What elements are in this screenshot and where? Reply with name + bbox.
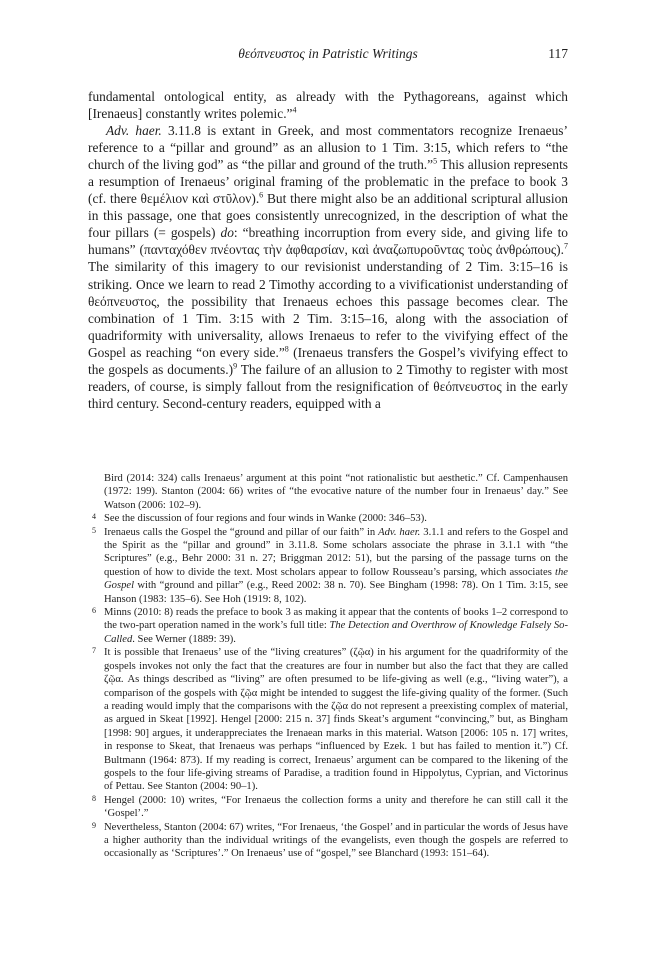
footnote-ref-9[interactable]: 9 [233, 361, 238, 371]
footnote-8 [88, 794, 568, 821]
footnote-ref-6[interactable]: 6 [259, 190, 264, 200]
paragraph-text: But there might also be an additional scriptural allusion in this passage, one that goes consistently unrecognized, in the description of what the four pillars (= gospels) [88, 191, 568, 241]
footnote-text: Bird (2014: 324) calls Irenaeus’ argument at this point “not rationalistic but aesthetic.” Cf. Campenhausen (1972: 199). Stanton (2004: 66) writes of “the evocative nature of the number four in Irenaeus’ day.” See Watson (2006: 102–9). [104, 473, 568, 511]
footnote-7 [88, 646, 568, 793]
paragraph-text: (Irenaeus transfers the Gospel’s vivifying effect to the gospels as documents.) [88, 344, 569, 377]
footnote-number: 4 [92, 512, 96, 522]
footnote-text: Irenaeus calls the Gospel the “ground and pillar of our faith” in [104, 526, 379, 538]
paragraph-text: The similarity of this imagery to our revisionist understanding of 2 Tim. 3:15–16 is striking. Once we learn to read 2 Timothy according to a vivificationist understanding of θεόπνευστος, the possibility that Irenaeus echoes this passage becomes clear. The combination of 1 Tim. 3:15 with 2 Tim. 3:15–16, along with the association of quadriformity with universality, allows Irenaeus to refer to the vivifying effect of the Gospel as reaching “on every side.” [88, 259, 568, 360]
footnote-number: 6 [92, 606, 96, 616]
footnote-number: 9 [92, 820, 96, 830]
footnote-6 [88, 606, 568, 646]
footnote-ref-5[interactable]: 5 [433, 156, 438, 166]
running-head: θεόπνευστος in Patristic Writings [238, 46, 418, 61]
footnote-number: 8 [92, 793, 96, 803]
footnote-text: Minns (2010: 8) reads the preface to book 3 as making it appear that the contents of books 1–2 correspond to the two-part operation named in the work’s full title: [104, 607, 568, 632]
footnote-continued [88, 472, 568, 512]
page-header [88, 46, 568, 66]
footnote-ref-7[interactable]: 7 [564, 241, 568, 251]
paragraph-text: 3.11.8 is extant in Greek, and most commentators recognize Irenaeus’ reference to a “pillar and ground” as an allusion to 1 Tim. 3:15, which refers to “the church of the living god” as “the pillar and ground of the truth.” [88, 123, 568, 173]
footnote-text: See the discussion of four regions and four winds in Wanke (2000: 346–53). [104, 513, 427, 525]
footnote-text: 3.1.1 and refers to the Gospel and the Spirit as the “pillar and ground” in 3.11.8. Some scholars associate the phrase in 3.1.1 with “the Scriptures” (e.g., Behr 2000: 31 n. 27; Briggman 2012: 51), but the parsing of the passage turns on the question of how to divide the text. Most scholars appear to follow Rousseau’s parsing, which associates [104, 526, 569, 578]
emphasis-italic: do [220, 225, 234, 241]
footnotes [88, 472, 568, 861]
footnote-number: 7 [92, 646, 96, 656]
page-number: 117 [548, 46, 568, 61]
footnote-text: with “ground and pillar” (e.g., Reed 2002: 38 n. 70). See Bingham (1998: 78). On 1 Tim. 3:15, see Hanson (1983: 135–6). See Hoh (1919: 8, 102). [104, 580, 568, 605]
work-title-italic: Adv. haer. [106, 123, 162, 139]
footnote-ref-8[interactable]: 8 [284, 344, 289, 354]
footnote-9 [88, 821, 568, 861]
paragraph-text: This allusion represents a resumption of Irenaeus’ original framing of the problematic in the preface to book 3 (cf. there θεμέλιον καὶ στῦλον). [88, 157, 568, 207]
footnote-ref-4[interactable]: 4 [292, 105, 297, 115]
work-title-italic: The Detection and Overthrow of Knowledge Falsely So-Called [104, 620, 568, 645]
footnote-5 [88, 526, 568, 606]
footnote-text: . See Werner (1889: 39). [132, 633, 236, 645]
paragraph-2 [88, 122, 568, 412]
emphasis-italic: the Gospel [104, 566, 568, 592]
footnote-4 [88, 512, 568, 525]
paragraph-1 [88, 88, 568, 122]
footnote-text: Nevertheless, Stanton (2004: 67) writes, “For Irenaeus, ‘the Gospel’ and in particular the words of Jesus have a higher authority than the individual writings of the evangelists, even though the gospels are referred to occasionally as ‘Scriptures’.” On Irenaeus’ use of “gospel,” see Blanchard (1993: 151–64). [104, 821, 568, 860]
paragraph-text: : “breathing incorruption from every side, and giving life to humans” (πανταχόθεν πνέοντας τὴν ἀφθαρσίαν, καὶ ἀναζωπυροῦντας τοὺς ἀνθρώπους). [88, 225, 568, 258]
footnote-text: It is possible that Irenaeus’ use of the “living creatures” (ζῷα) in his argument for the quadriformity of the gospels invokes not only the fact that the creatures are four in number but also the fact that they are called ζῷα. As things described as “living” are often presumed to be life-giving as well (e.g., “living water”), a comparison of the gospels with ζῷα might be intended to suggest the life-giving quality of the former. (Such a reading would imply that the comparisons with the ζῷα do not represent a preexisting complex of material, as argued in Skeat [1992]. Hengel [2000: 215 n. 37] finds Skeat’s argument “convincing,” but, as Bingham [1998: 90] argues, it underappreciates the Irenaean marks in this material. Watson [2006: 105 n. 17] writes, in response to Skeat, that Irenaeus was perhaps “influenced by Ezek. 1 but has failed to mention it.”) Cf. Bultmann (1964: 873). If my reading is correct, Irenaeus’ argument can be compared to the likening of the gospels to the four life-giving streams of Paradise, a tradition found in Hippolytus, Cyprian, and Victorinus of Pettau. See Stanton (2004: 90–1). [104, 647, 568, 793]
footnote-text: Hengel (2000: 10) writes, “For Irenaeus the collection forms a unity and therefore he can still call it the ‘Gospel’.” [104, 794, 568, 820]
paragraph-text: fundamental ontological entity, as already with the Pythagoreans, against which [Irenaeus] constantly writes polemic.” [88, 89, 568, 122]
work-title-italic: Adv. haer. [378, 526, 421, 538]
paragraph-text: The failure of an allusion to 2 Timothy to register with most readers, of course, is simply fallout from the resignification of θεόπνευστος in the early third century. Second-century readers, equipped with a [88, 361, 568, 411]
footnote-number: 5 [92, 525, 96, 535]
main-text [88, 88, 568, 412]
